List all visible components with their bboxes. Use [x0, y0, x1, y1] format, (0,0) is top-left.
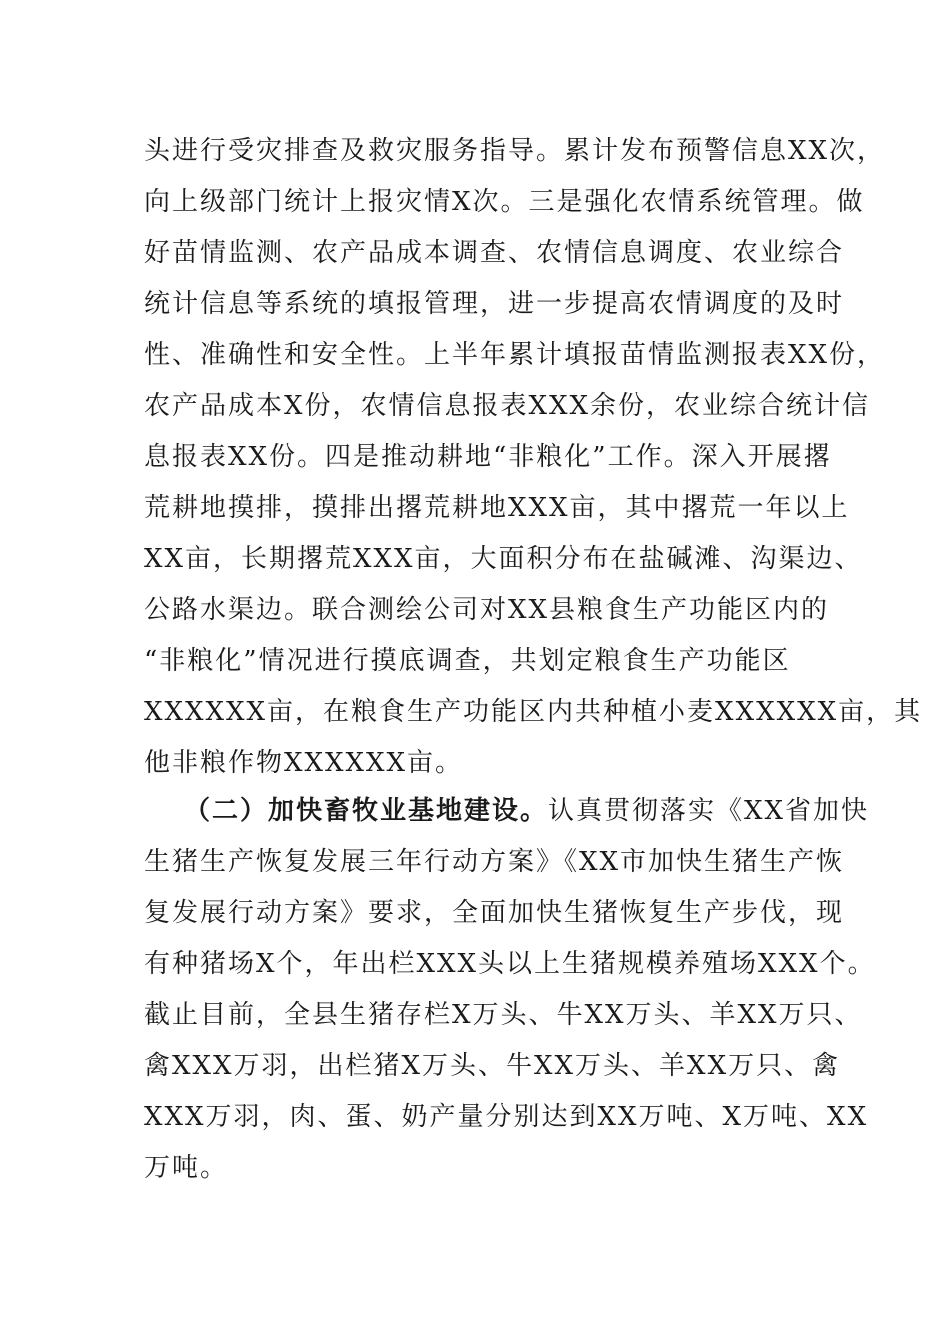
paragraph-1-line: 性、准确性和安全性。上半年累计填报苗情监测报表XX份， [144, 340, 886, 370]
paragraph-1-line: 向上级部门统计上报灾情X次。三是强化农情系统管理。做 [144, 187, 865, 217]
paragraph-1-line: 农产品成本X份，农情信息报表XXX余份，农业综合统计信 [144, 391, 871, 421]
paragraph-1-line: 荒耕地摸排，摸排出撂荒耕地XXX亩，其中撂荒一年以上 [144, 493, 850, 523]
paragraph-2-line: 万吨。 [144, 1153, 229, 1183]
paragraph-2-line: XXX万羽，肉、蛋、奶产量分别达到XX万吨、X万吨、XX [144, 1102, 869, 1132]
paragraph-1-line: XXXXXX亩，在粮食生产功能区内共种植小麦XXXXXX亩，其 [144, 697, 923, 727]
paragraph-1-line: 好苗情监测、农产品成本调查、农情信息调度、农业综合 [144, 238, 845, 268]
paragraph-1-line: 统计信息等系统的填报管理，进一步提高农情调度的及时 [144, 289, 845, 319]
paragraph-1-line: XX亩，长期撂荒XXX亩，大面积分布在盐碱滩、沟渠边、 [144, 544, 863, 574]
paragraph-1-line: 息报表XX份。四是推动耕地“非粮化”工作。深入开展撂 [144, 442, 832, 472]
paragraph-2-line: 生猪生产恢复发展三年行动方案》《XX市加快生猪生产恢 [144, 847, 845, 877]
paragraph-1-line: 头进行受灾排查及救灾服务指导。累计发布预警信息XX次， [144, 136, 886, 166]
paragraph-2 [144, 786, 876, 1194]
section-heading: （二）加快畜牧业基地建设。 [184, 796, 549, 826]
paragraph-2-line: 截止目前，全县生猪存栏X万头、牛XX万头、羊XX万只、 [144, 1000, 863, 1030]
paragraph-1 [144, 126, 923, 789]
paragraph-2-line: 有种猪场X个，年出栏XXX头以上生猪规模养殖场XXX个。 [144, 949, 876, 979]
paragraph-2-first-line-text: 认真贯彻落实《XX省加快 [548, 796, 870, 826]
paragraph-2-line: 禽XXX万羽，出栏猪X万头、牛XX万头、羊XX万只、禽 [144, 1051, 841, 1081]
paragraph-1-line: 他非粮作物XXXXXX亩。 [144, 748, 464, 778]
paragraph-1-line: 公路水渠边。联合测绘公司对XX县粮食生产功能区内的 [144, 595, 830, 625]
paragraph-2-line: 复发展行动方案》要求，全面加快生猪恢复生产步伐，现 [144, 898, 845, 928]
paragraph-2-first-line [144, 786, 870, 837]
paragraph-1-line: “非粮化”情况进行摸底调查，共划定粮食生产功能区 [144, 646, 791, 676]
